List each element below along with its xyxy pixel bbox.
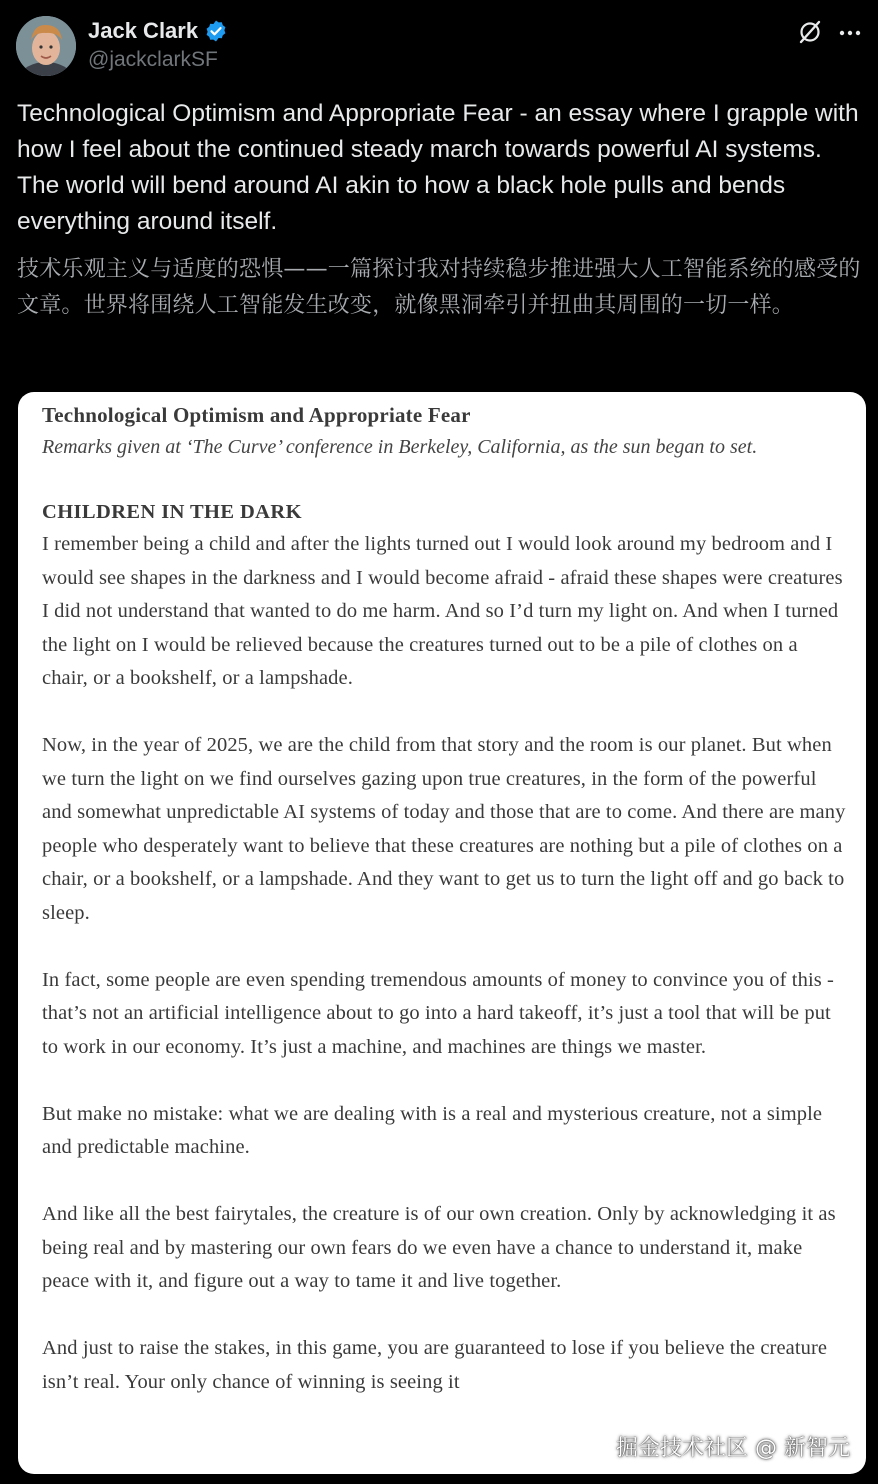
- essay-paragraph: But make no mistake: what we are dealing with is a real and mysterious creature, not a simple and predictable machine.: [42, 1102, 823, 1158]
- more-icon[interactable]: [836, 18, 864, 46]
- author-name[interactable]: Jack Clark: [88, 18, 199, 43]
- essay-title: Technological Optimism and Appropriate Fear: [42, 403, 471, 427]
- tweet-translation: 技术乐观主义与适度的恐惧——一篇探讨我对持续稳步推进强大人工智能系统的感受的文章。世界将围绕人工智能发生改变，就像黑洞牵引并扭曲其周围的一切一样。: [17, 257, 861, 318]
- essay-content: [42, 400, 846, 1433]
- grok-icon[interactable]: [796, 18, 824, 46]
- section-heading: CHILDREN IN THE DARK: [42, 501, 302, 523]
- verified-badge-icon: [204, 19, 228, 43]
- tweet-header: [16, 14, 864, 78]
- essay-paragraph: In fact, some people are even spending tremendous amounts of money to convince you of this - that’s not an artificial intelligence about to go into a hard takeoff, it’s just a tool that will be put to work in our economy. It’s just a machine, and machines are things we master.: [42, 968, 834, 1058]
- essay-paragraph: And just to raise the stakes, in this game, you are guaranteed to lose if you believe the creature isn’t real. Your only chance of winning is seeing it: [42, 1337, 828, 1393]
- essay-image-card[interactable]: [18, 392, 866, 1474]
- avatar-image: [16, 16, 76, 76]
- essay-paragraph: Now, in the year of 2025, we are the child from that story and the room is our planet. But when we turn the light on we find ourselves gazing upon true creatures, in the form of the powerful and somewhat unpredictable AI systems of today and those that are to come. And there are many people who desperately want to believe that these creatures are nothing but a pile of clothes on a chair, or a bookshelf, or a lampshade. And they want to get us to turn the light off and go back to sleep.: [42, 734, 846, 924]
- watermark: 掘金技术社区 @ 新智元: [616, 1436, 850, 1461]
- avatar[interactable]: [16, 16, 76, 76]
- essay-paragraph: And like all the best fairytales, the creature is of our own creation. Only by acknowledging it as being real and by mastering our own fears do we even have a chance to understand it, make peace with it, and figure out a way to tame it and live together.: [42, 1203, 836, 1292]
- tweet-text: Technological Optimism and Appropriate Fear - an essay where I grapple with how I feel about the continued steady march towards powerful AI systems. The world will bend around AI akin to how a black hole pulls and bends everything around itself.: [17, 100, 859, 235]
- essay-paragraph: I remember being a child and after the lights turned out I would look around my bedroom and I would see shapes in the darkness and I would become afraid - afraid these shapes were creatures I did not understand that wanted to do me harm. And so I’d turn my light on. And when I turned the light on I would be relieved because the creatures turned out to be a pile of clothes on a chair, or a bookshelf, or a lampshade.: [42, 533, 843, 689]
- essay-subtitle: Remarks given at ‘The Curve’ conference in Berkeley, California, as the sun began to set.: [42, 436, 758, 458]
- author-handle[interactable]: @jackclarkSF: [88, 48, 218, 71]
